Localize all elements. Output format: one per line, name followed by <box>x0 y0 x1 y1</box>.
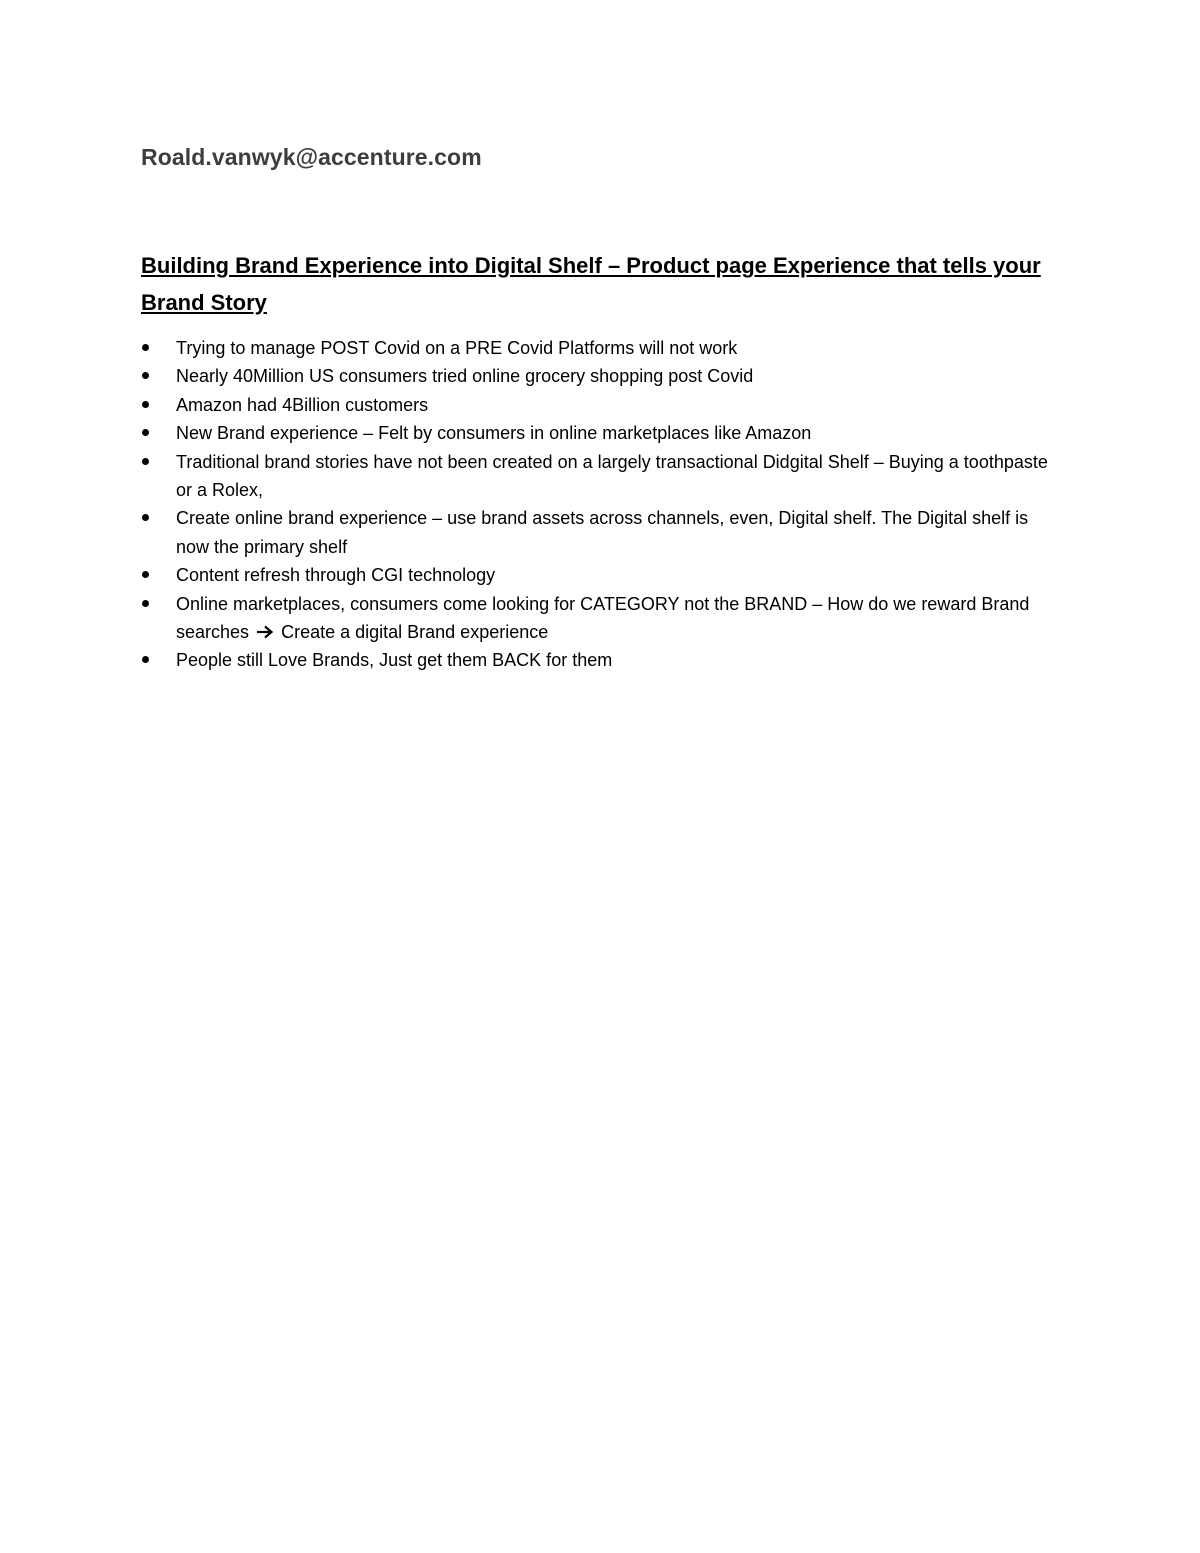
list-item-text: New Brand experience – Felt by consumers in online marketplaces like Amazon <box>176 423 812 444</box>
list-item <box>141 646 1061 674</box>
list-item-text: Trying to manage POST Covid on a PRE Covid Platforms will not work <box>176 338 738 358</box>
bullet-icon <box>142 514 149 521</box>
bullet-icon <box>142 401 149 408</box>
list-item-text: People still Love Brands, Just get them BACK for them <box>176 650 613 671</box>
bullet-icon <box>142 571 149 578</box>
bullet-icon <box>142 372 149 379</box>
list-item <box>141 419 1061 447</box>
list-item-text-before: Online marketplaces, consumers come looking for CATEGORY not the BRAND – How do we reward Brand searches <box>176 593 1030 643</box>
list-item <box>141 391 1061 419</box>
list-item-text-after: Create a digital Brand experience <box>281 622 549 643</box>
bullet-list <box>141 334 1061 675</box>
bullet-icon <box>142 458 149 465</box>
bullet-icon <box>142 344 149 351</box>
bullet-icon <box>142 656 149 663</box>
list-item-text: Traditional brand stories have not been created on a largely transactional Didgital Shelf – Buying a toothpaste or a Rolex, <box>176 451 1048 501</box>
bullet-icon <box>142 600 149 607</box>
list-item <box>141 504 1061 561</box>
bullet-icon <box>142 429 149 436</box>
list-item-text: Content refresh through CGI technology <box>176 565 496 586</box>
list-item <box>141 362 1061 390</box>
list-item-text: Amazon had 4Billion customers <box>176 394 429 415</box>
right-arrow-icon <box>256 625 274 639</box>
list-item-text: Nearly 40Million US consumers tried online grocery shopping post Covid <box>176 366 754 387</box>
list-item <box>141 590 1061 647</box>
list-item <box>141 561 1061 589</box>
list-item-text: Create online brand experience – use brand assets across channels, even, Digital shelf. The Digital shelf is now the primary shelf <box>176 508 1029 557</box>
list-item <box>141 334 1061 362</box>
list-item <box>141 448 1061 505</box>
document-heading: Building Brand Experience into Digital Shelf – Product page Experience that tells your Brand Story <box>141 253 1041 315</box>
author-email: Roald.vanwyk@accenture.com <box>141 144 482 170</box>
